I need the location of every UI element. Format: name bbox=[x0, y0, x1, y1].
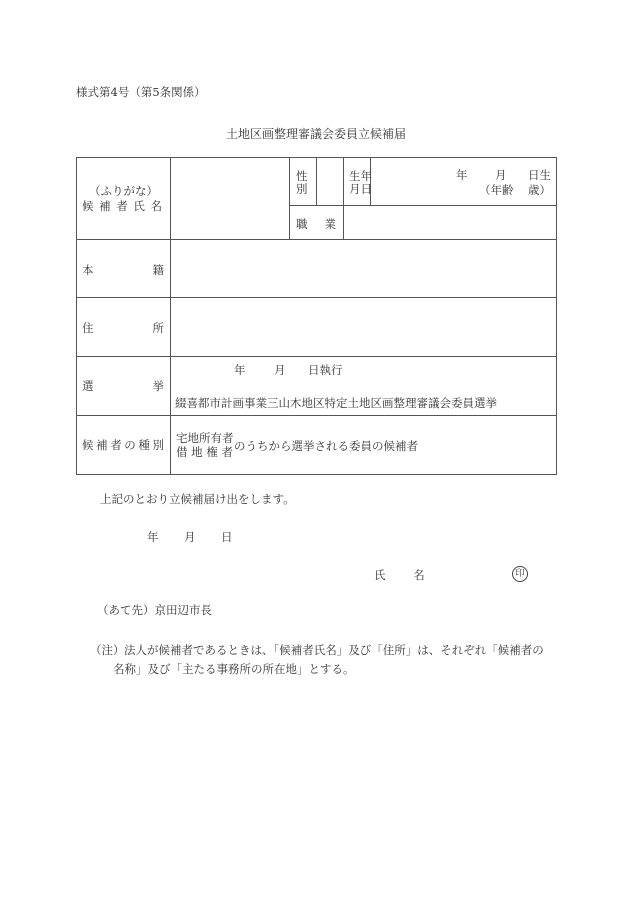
candidate-type-option-leaseholder: 借 地 権 者 bbox=[176, 445, 233, 459]
sex-label: 性 別 bbox=[296, 169, 308, 196]
address-field[interactable] bbox=[171, 298, 556, 355]
occupation-field[interactable] bbox=[344, 206, 556, 238]
honseki-label: 本 籍 bbox=[82, 263, 164, 277]
candidate-name-field[interactable] bbox=[171, 158, 288, 238]
honseki-field[interactable] bbox=[171, 240, 556, 296]
note-label: （注） bbox=[90, 643, 125, 657]
signature-field[interactable] bbox=[420, 562, 510, 582]
form-number: 様式第4号（第5条関係） bbox=[76, 85, 206, 99]
candidate-type-label: 候 補 者 の 種 別 bbox=[82, 438, 164, 452]
addressee: （あて先）京田辺市長 bbox=[97, 603, 212, 617]
birthdate-field[interactable]: 年 月 日生 （年齢 歳） bbox=[456, 168, 551, 197]
seal-icon: 印 bbox=[512, 565, 528, 582]
candidate-name-label: 候 補 者 氏 名 bbox=[82, 199, 162, 213]
election-name: 綴喜都市計画事業三山木地区特定土地区画整理審議会委員選挙 bbox=[175, 396, 497, 410]
candidate-type-suffix: のうちから選挙される委員の候補者 bbox=[234, 439, 418, 453]
document-title: 土地区画整理審議会委員立候補届 bbox=[226, 127, 407, 141]
statement: 上記のとおり立候補届け出をします。 bbox=[100, 492, 295, 506]
candidate-type-option-residential-owner: 宅地所有者 bbox=[176, 431, 234, 445]
signature-name-label: 氏 名 bbox=[374, 568, 425, 582]
election-label: 選 挙 bbox=[82, 379, 164, 393]
occupation-label: 職 業 bbox=[296, 217, 336, 231]
birthdate-label: 生 年 月 日 bbox=[349, 169, 372, 196]
note-line-1: 法人が候補者であるときは、「候補者氏名」及び「住所」は、それぞれ「候補者の bbox=[124, 643, 544, 657]
furigana-label: （ふりがな） bbox=[89, 184, 158, 198]
address-label: 住 所 bbox=[82, 321, 164, 335]
sex-field[interactable] bbox=[317, 158, 342, 204]
note-line-2: 名称」及び「主たる事務所の所在地」とする。 bbox=[113, 662, 355, 676]
